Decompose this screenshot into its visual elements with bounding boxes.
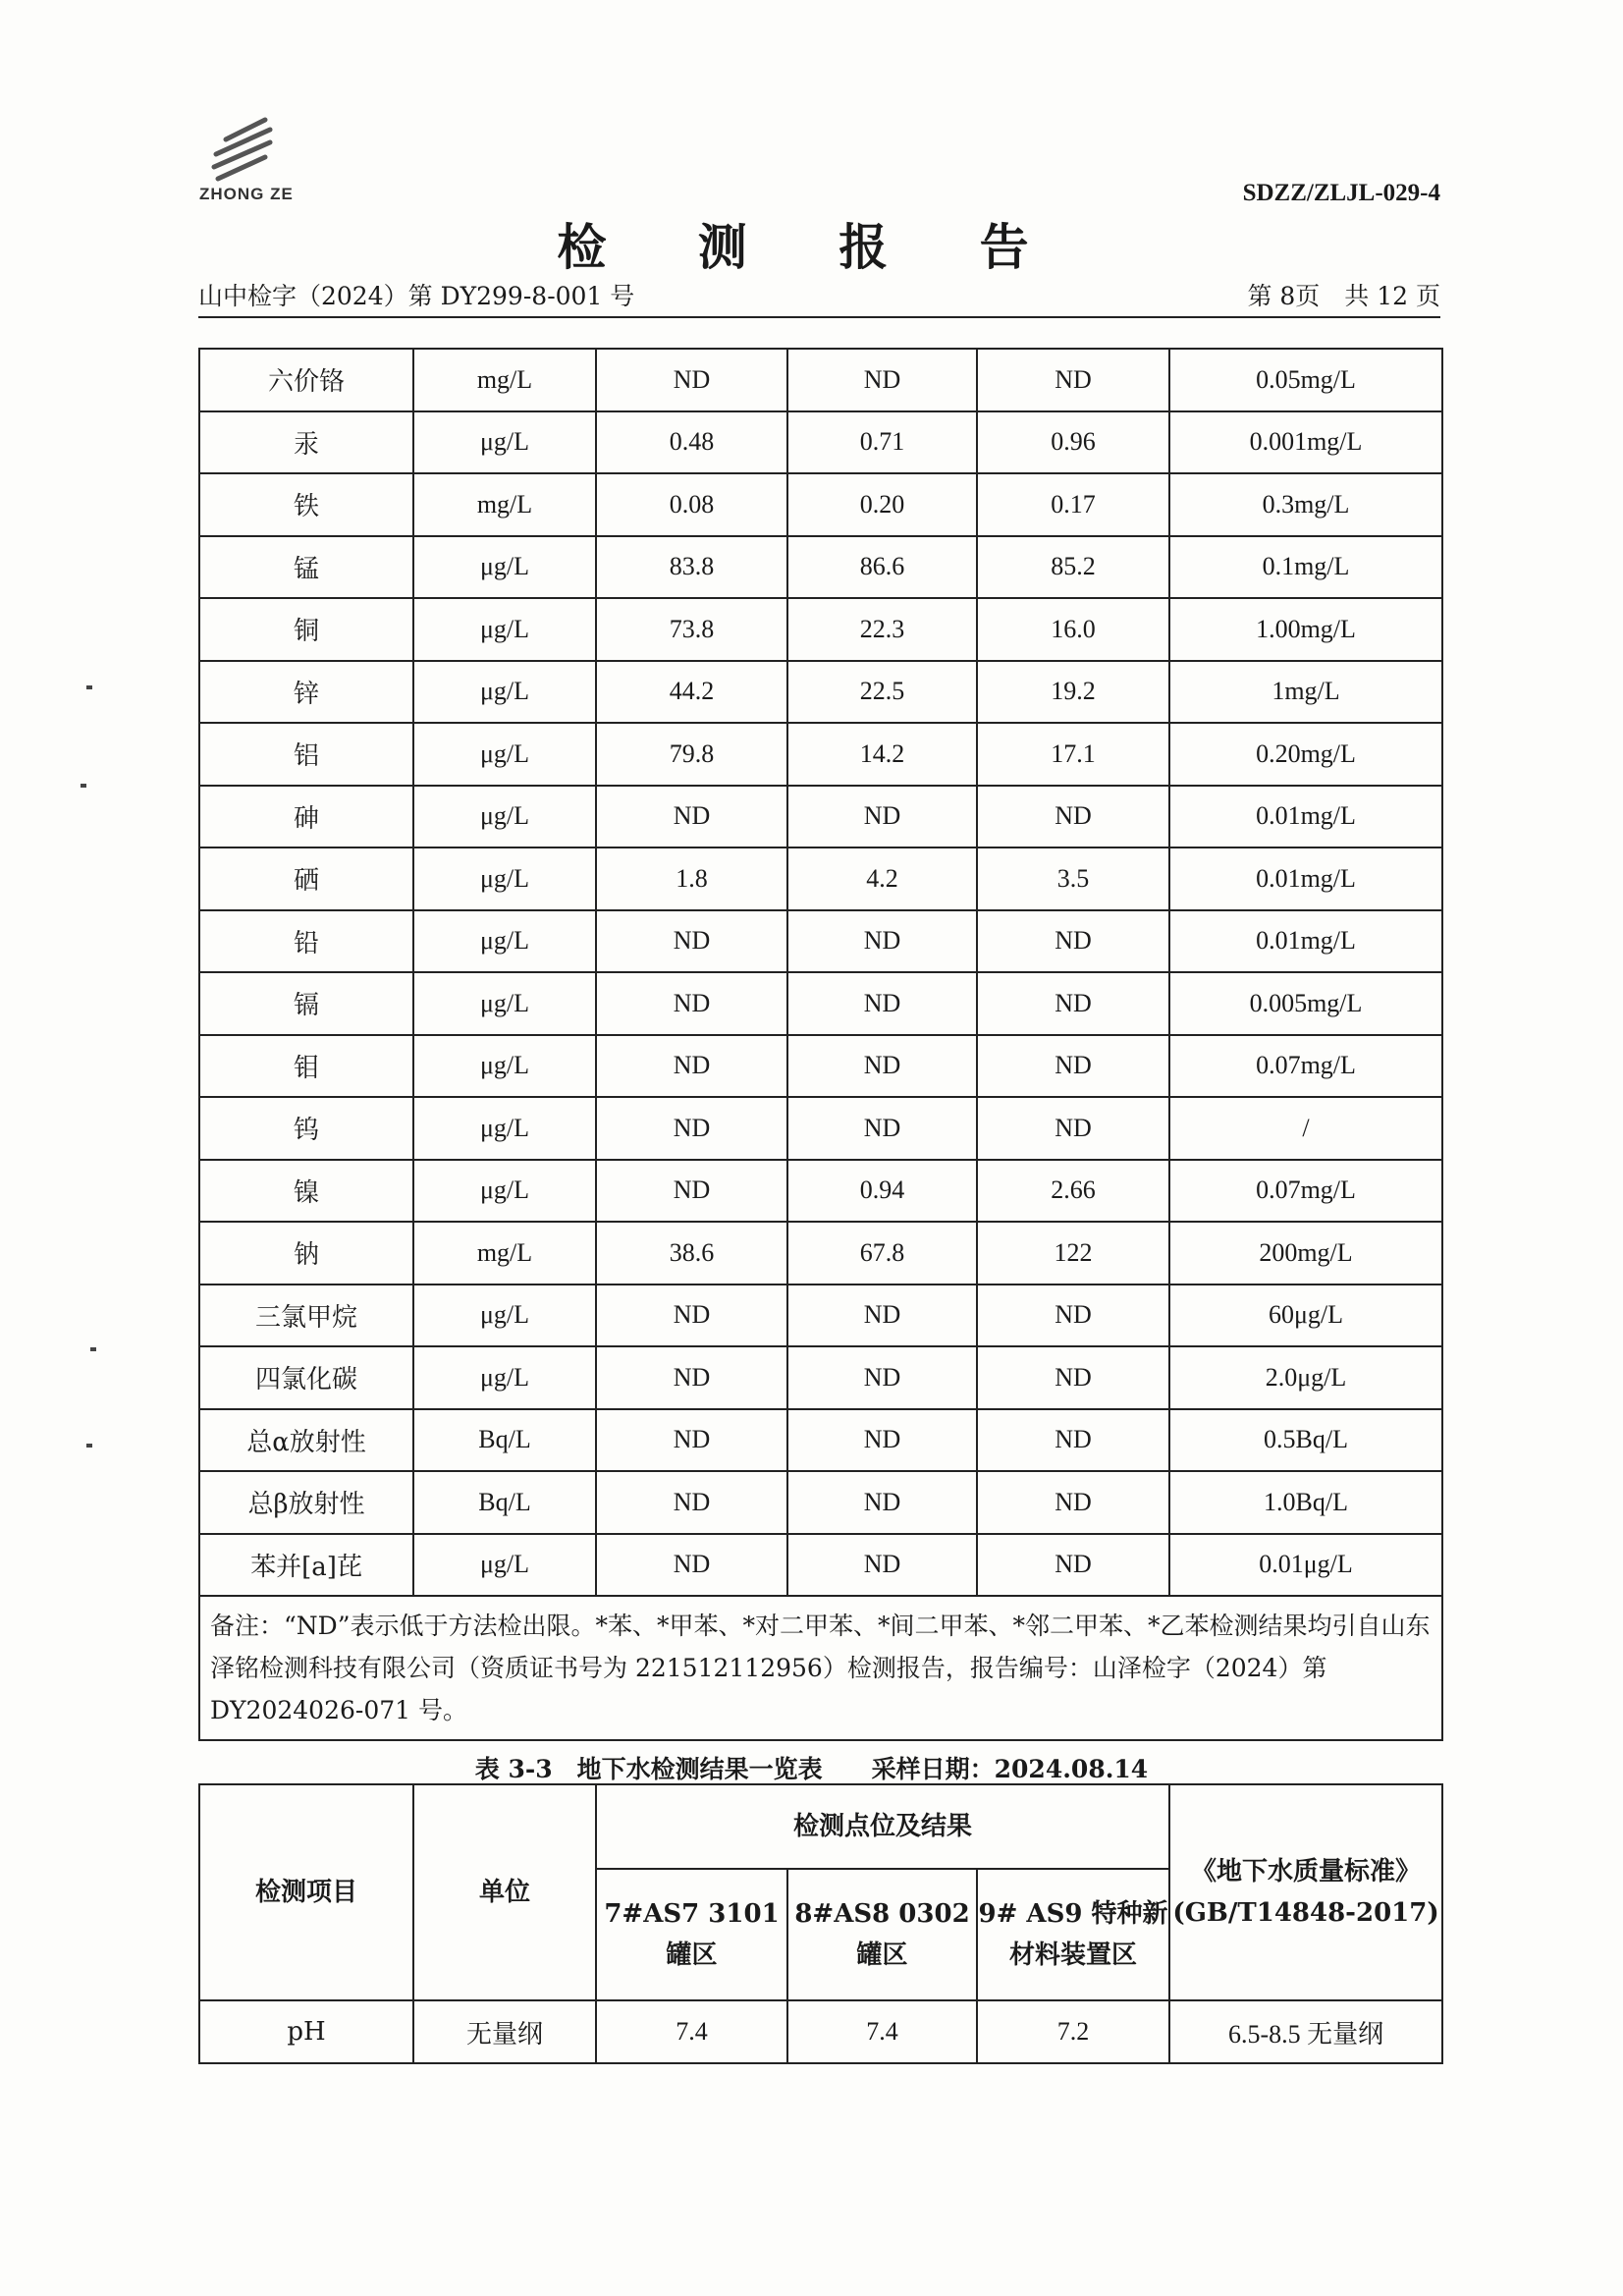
doc-code: SDZZ/ZLJL-029-4: [1242, 180, 1440, 206]
cell-std: 0.01μg/L: [1169, 1534, 1442, 1597]
table-row: [199, 349, 1442, 411]
cell-v2: 0.20: [787, 473, 977, 536]
cell-std: 0.01mg/L: [1169, 786, 1442, 848]
cell-item: 锌: [199, 661, 413, 724]
cell-v3: ND: [977, 1035, 1169, 1098]
table-row: [199, 723, 1442, 786]
cell-v3: ND: [977, 1346, 1169, 1409]
cell-v2: 67.8: [787, 1222, 977, 1285]
cell-std: 0.01mg/L: [1169, 910, 1442, 973]
cell-v1: ND: [596, 1035, 787, 1098]
cell-v2: 0.71: [787, 411, 977, 474]
header-point-3: 9# AS9 特种新材料装置区: [977, 1869, 1169, 2000]
cell-unit: mg/L: [413, 349, 596, 411]
cell-std: 0.01mg/L: [1169, 847, 1442, 910]
cell-unit: μg/L: [413, 1346, 596, 1409]
cell-item: 镉: [199, 972, 413, 1035]
cell-unit: μg/L: [413, 910, 596, 973]
results-table-continued: [198, 348, 1443, 1741]
cell-v2: 7.4: [787, 2000, 977, 2063]
cell-v1: ND: [596, 972, 787, 1035]
table-row: [199, 1160, 1442, 1223]
cell-v1: ND: [596, 349, 787, 411]
cell-v3: 0.96: [977, 411, 1169, 474]
cell-v1: ND: [596, 1285, 787, 1347]
table-row: [199, 847, 1442, 910]
cell-item: 三氯甲烷: [199, 1285, 413, 1347]
header-point-1: 7#AS7 3101 罐区: [596, 1869, 787, 2000]
table-row: [199, 473, 1442, 536]
table-row: [199, 1409, 1442, 1472]
table-row: [199, 411, 1442, 474]
table-row: [199, 1222, 1442, 1285]
cell-unit: μg/L: [413, 1285, 596, 1347]
cell-v2: ND: [787, 1409, 977, 1472]
cell-v1: 0.48: [596, 411, 787, 474]
report-number: 山中检字（2024）第 DY299-8-001 号: [198, 282, 635, 310]
cell-unit: 无量纲: [413, 2000, 596, 2063]
report-reference-line: [198, 273, 1440, 318]
cell-v2: ND: [787, 1534, 977, 1597]
table-row: [199, 972, 1442, 1035]
cell-v1: 7.4: [596, 2000, 787, 2063]
cell-unit: μg/L: [413, 972, 596, 1035]
cell-std: 200mg/L: [1169, 1222, 1442, 1285]
groundwater-results-table: [198, 1783, 1443, 2064]
cell-v1: ND: [596, 1097, 787, 1160]
table-row: [199, 1035, 1442, 1098]
remark-note: 备注：“ND”表示低于方法检出限。*苯、*甲苯、*对二甲苯、*间二甲苯、*邻二甲苯、*乙苯检测结果均引自山东泽铭检测科技有限公司（资质证书号为 221512112956）检测报告，报告编号：山泽检字（2024）第 DY2024026-071 号。: [199, 1596, 1442, 1740]
cell-std: 0.20mg/L: [1169, 723, 1442, 786]
cell-std: 0.001mg/L: [1169, 411, 1442, 474]
cell-std: /: [1169, 1097, 1442, 1160]
cell-v3: 3.5: [977, 847, 1169, 910]
cell-v2: 4.2: [787, 847, 977, 910]
cell-v3: ND: [977, 786, 1169, 848]
cell-item: 铝: [199, 723, 413, 786]
page-info: 第 8页 共 12 页: [1247, 282, 1440, 310]
cell-std: 0.005mg/L: [1169, 972, 1442, 1035]
cell-v3: ND: [977, 1534, 1169, 1597]
table-row: [199, 598, 1442, 661]
table-row: [199, 786, 1442, 848]
cell-v2: ND: [787, 349, 977, 411]
cell-item: 钼: [199, 1035, 413, 1098]
cell-v2: 22.3: [787, 598, 977, 661]
header-standard: 《地下水质量标准》(GB/T14848-2017): [1169, 1784, 1442, 2000]
cell-v2: ND: [787, 972, 977, 1035]
cell-item: 苯并[a]芘: [199, 1534, 413, 1597]
cell-v1: 83.8: [596, 536, 787, 599]
table-row: [199, 1346, 1442, 1409]
cell-std: 0.05mg/L: [1169, 349, 1442, 411]
cell-std: 0.3mg/L: [1169, 473, 1442, 536]
cell-item: pH: [199, 2000, 413, 2063]
cell-v3: 19.2: [977, 661, 1169, 724]
cell-v1: ND: [596, 1534, 787, 1597]
cell-v2: 0.94: [787, 1160, 977, 1223]
header-unit: 单位: [413, 1784, 596, 2000]
cell-v2: 86.6: [787, 536, 977, 599]
cell-item: 铁: [199, 473, 413, 536]
cell-unit: mg/L: [413, 473, 596, 536]
cell-item: 钨: [199, 1097, 413, 1160]
cell-v1: 79.8: [596, 723, 787, 786]
cell-item: 六价铬: [199, 349, 413, 411]
cell-v1: ND: [596, 1409, 787, 1472]
cell-item: 钠: [199, 1222, 413, 1285]
cell-v3: 0.17: [977, 473, 1169, 536]
cell-v3: ND: [977, 1097, 1169, 1160]
cell-unit: μg/L: [413, 661, 596, 724]
cell-v2: ND: [787, 1346, 977, 1409]
cell-v3: ND: [977, 1471, 1169, 1534]
cell-v2: ND: [787, 1471, 977, 1534]
cell-unit: μg/L: [413, 723, 596, 786]
cell-v3: ND: [977, 1409, 1169, 1472]
cell-v2: ND: [787, 1285, 977, 1347]
cell-unit: μg/L: [413, 786, 596, 848]
table-caption: 表 3-3 地下水检测结果一览表 采样日期：2024.08.14: [474, 1755, 1149, 1783]
cell-v1: 44.2: [596, 661, 787, 724]
cell-v3: 7.2: [977, 2000, 1169, 2063]
cell-unit: μg/L: [413, 598, 596, 661]
cell-unit: μg/L: [413, 1035, 596, 1098]
cell-unit: mg/L: [413, 1222, 596, 1285]
cell-item: 锰: [199, 536, 413, 599]
header-item: 检测项目: [199, 1784, 413, 2000]
table-row: [199, 1097, 1442, 1160]
cell-std: 60μg/L: [1169, 1285, 1442, 1347]
cell-v2: 22.5: [787, 661, 977, 724]
table-row: [199, 1534, 1442, 1597]
cell-v2: 14.2: [787, 723, 977, 786]
table-row: [199, 1471, 1442, 1534]
cell-v3: 16.0: [977, 598, 1169, 661]
table-row: [199, 910, 1442, 973]
cell-v1: ND: [596, 1346, 787, 1409]
cell-unit: μg/L: [413, 536, 596, 599]
cell-std: 1.00mg/L: [1169, 598, 1442, 661]
cell-item: 汞: [199, 411, 413, 474]
cell-std: 0.07mg/L: [1169, 1035, 1442, 1098]
cell-unit: μg/L: [413, 411, 596, 474]
cell-item: 铜: [199, 598, 413, 661]
cell-std: 2.0μg/L: [1169, 1346, 1442, 1409]
cell-unit: μg/L: [413, 1097, 596, 1160]
cell-v1: ND: [596, 1471, 787, 1534]
cell-item: 铅: [199, 910, 413, 973]
table-row: [199, 1285, 1442, 1347]
logo-text: ZHONG ZE: [199, 185, 294, 203]
cell-v1: ND: [596, 1160, 787, 1223]
table-row: [199, 661, 1442, 724]
cell-v3: 17.1: [977, 723, 1169, 786]
cell-std: 0.07mg/L: [1169, 1160, 1442, 1223]
cell-v1: 1.8: [596, 847, 787, 910]
cell-std: 1.0Bq/L: [1169, 1471, 1442, 1534]
cell-v2: ND: [787, 786, 977, 848]
cell-unit: μg/L: [413, 1160, 596, 1223]
cell-std: 0.5Bq/L: [1169, 1409, 1442, 1472]
cell-v1: ND: [596, 786, 787, 848]
cell-std: 0.1mg/L: [1169, 536, 1442, 599]
cell-unit: Bq/L: [413, 1409, 596, 1472]
cell-item: 四氯化碳: [199, 1346, 413, 1409]
cell-item: 总α放射性: [199, 1409, 413, 1472]
cell-std: 1mg/L: [1169, 661, 1442, 724]
cell-v1: 0.08: [596, 473, 787, 536]
cell-v2: ND: [787, 910, 977, 973]
cell-item: 总β放射性: [199, 1471, 413, 1534]
header-points-group: 检测点位及结果: [596, 1784, 1169, 1869]
cell-item: 砷: [199, 786, 413, 848]
cell-v3: ND: [977, 972, 1169, 1035]
cell-v3: 2.66: [977, 1160, 1169, 1223]
cell-v3: ND: [977, 349, 1169, 411]
cell-v1: 38.6: [596, 1222, 787, 1285]
cell-v2: ND: [787, 1097, 977, 1160]
cell-v1: 73.8: [596, 598, 787, 661]
cell-unit: μg/L: [413, 847, 596, 910]
cell-v3: 85.2: [977, 536, 1169, 599]
cell-unit: μg/L: [413, 1534, 596, 1597]
cell-unit: Bq/L: [413, 1471, 596, 1534]
cell-v3: ND: [977, 1285, 1169, 1347]
cell-item: 硒: [199, 847, 413, 910]
page-title: 检 测 报 告: [557, 218, 1066, 276]
cell-v1: ND: [596, 910, 787, 973]
table-row: [199, 2000, 1442, 2063]
cell-v2: ND: [787, 1035, 977, 1098]
header-point-2: 8#AS8 0302 罐区: [787, 1869, 977, 2000]
cell-item: 镍: [199, 1160, 413, 1223]
cell-v3: ND: [977, 910, 1169, 973]
table-row: [199, 536, 1442, 599]
cell-v3: 122: [977, 1222, 1169, 1285]
cell-std: 6.5-8.5 无量纲: [1169, 2000, 1442, 2063]
